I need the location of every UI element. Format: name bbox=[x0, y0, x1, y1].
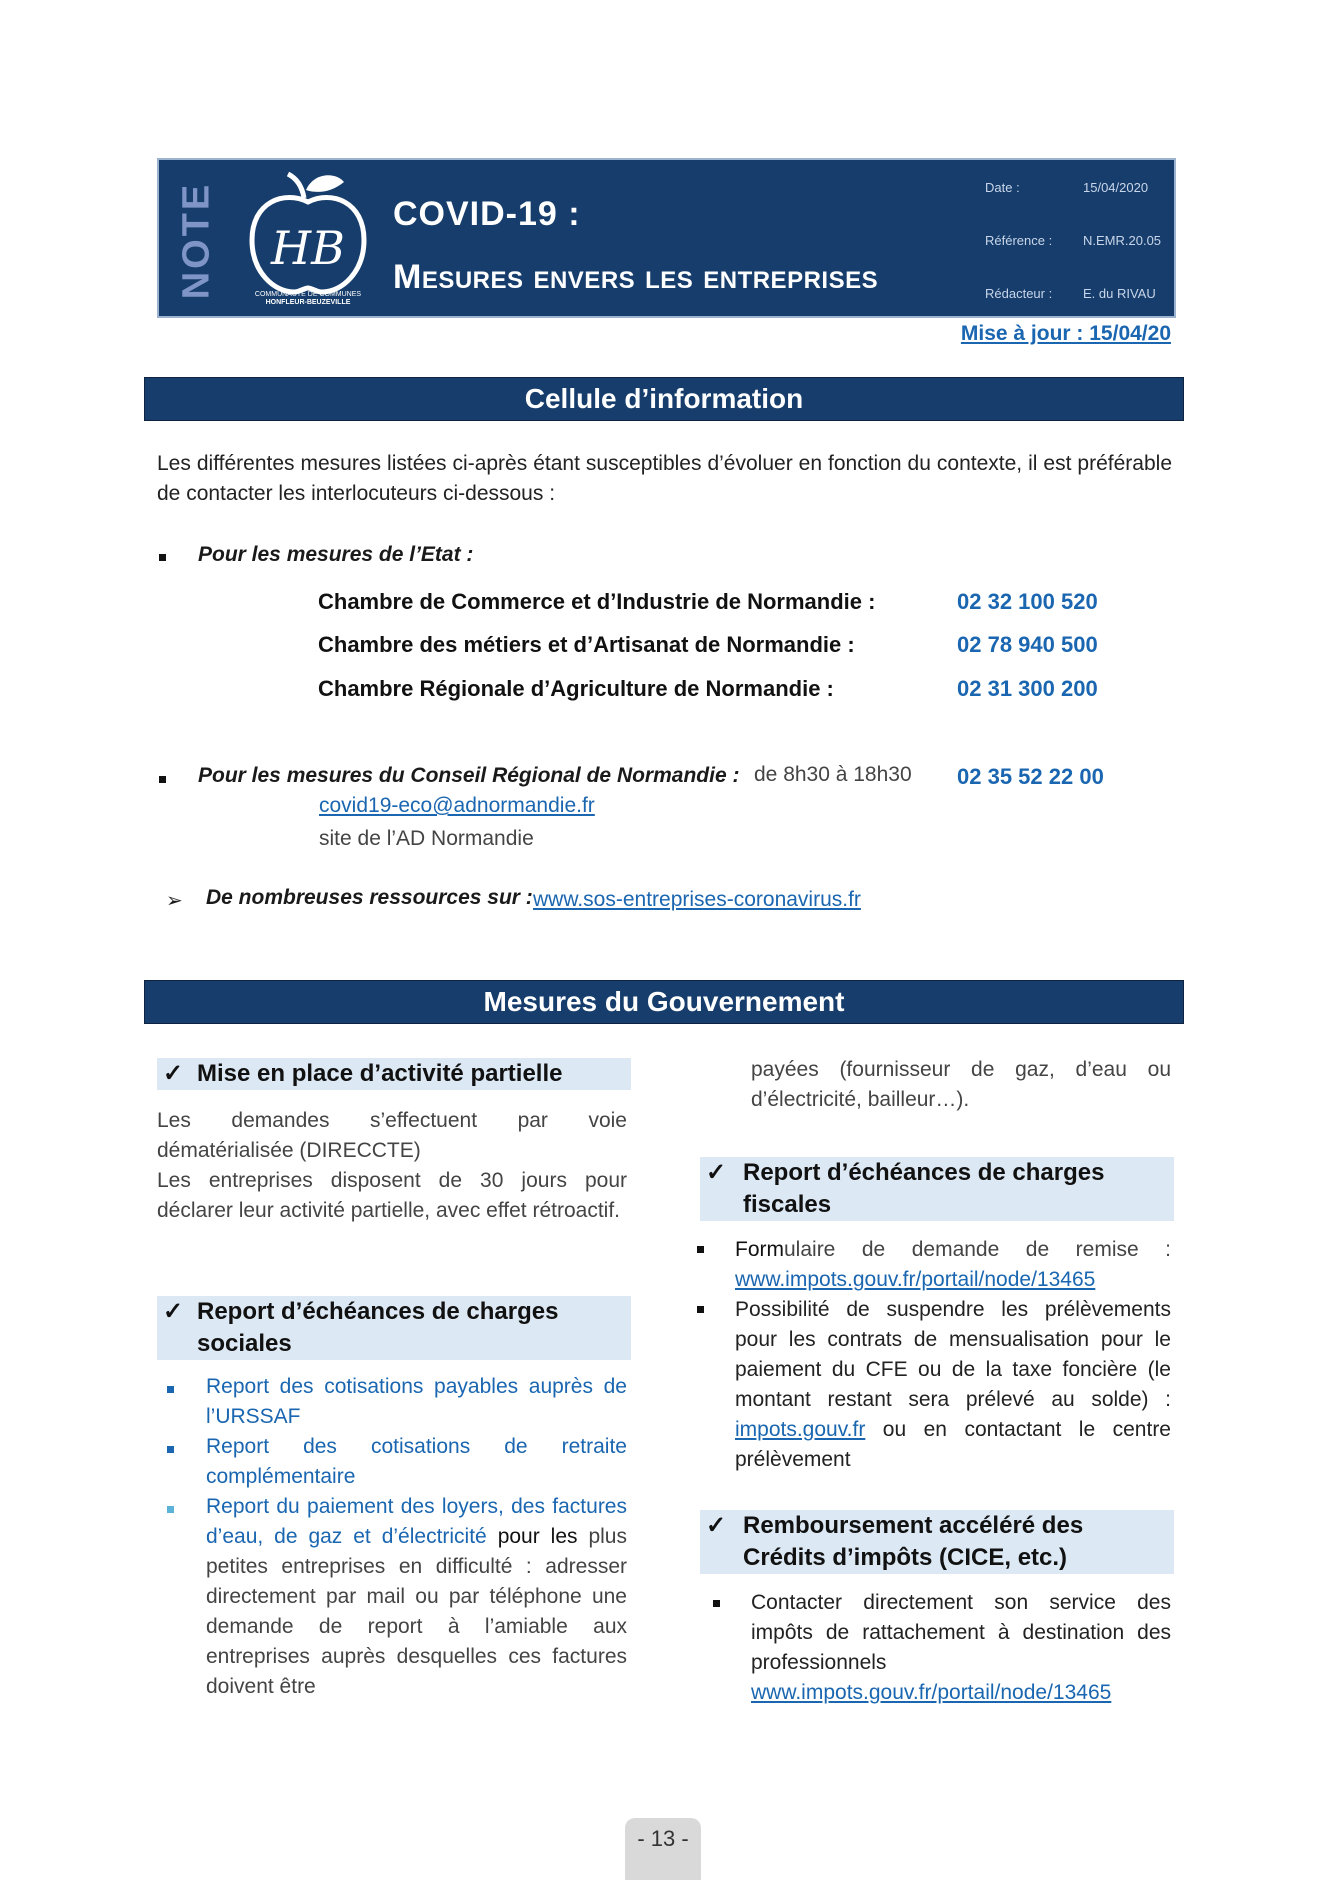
meta-author-label: Rédacteur : bbox=[985, 286, 1053, 301]
resources-label: De nombreuses ressources sur : bbox=[206, 886, 533, 909]
subhead-fiscales: ✓ Report d’échéances de charges fiscales bbox=[700, 1157, 1174, 1221]
impots-link[interactable]: impots.gouv.fr bbox=[735, 1418, 866, 1441]
section-header-cellule: Cellule d’information bbox=[144, 377, 1184, 421]
fiscales-item: Formulaire de demande de remise : www.impots.gouv.fr/portail/node/13465 bbox=[735, 1238, 1171, 1291]
meta-date-value: 15/04/2020 bbox=[1083, 180, 1149, 195]
meta-author-value: E. du RIVAU bbox=[1083, 286, 1156, 301]
loyers-continued: payées (fournisseur de gaz, d’eau ou d’électricité, bailleur…). bbox=[751, 1058, 1171, 1111]
region-heading: Pour les mesures du Conseil Régional de Normandie : bbox=[198, 764, 740, 787]
apple-logo-icon bbox=[244, 168, 372, 310]
svg-text:HB: HB bbox=[271, 221, 345, 275]
update-date-link[interactable]: Mise à jour : 15/04/20 bbox=[960, 322, 1171, 345]
bullet-icon bbox=[159, 554, 166, 561]
arrow-bullet-icon: ➢ bbox=[166, 890, 183, 912]
subhead-sociales: ✓ Report d’échéances de charges sociales bbox=[157, 1296, 631, 1360]
fiscales-item: Possibilité de suspendre les prélèvements pour les contrats de mensualisation pour le paiement du CFE ou de la taxe foncière (le montant restant sera prélevé au solde) : impots.gouv.fr ou en contactant le centre prélèvement bbox=[735, 1298, 1171, 1471]
page-title: COVID-19 : bbox=[393, 195, 581, 233]
page-number: - 13 - bbox=[625, 1818, 701, 1880]
contact-name: Chambre Régionale d’Agriculture de Normandie : bbox=[318, 676, 834, 701]
region-hours: de 8h30 à 18h30 bbox=[754, 763, 912, 786]
bullet-icon bbox=[713, 1600, 720, 1607]
page-subtitle: Mesures envers les entreprises bbox=[393, 258, 879, 296]
check-icon: ✓ bbox=[706, 1159, 727, 1186]
bullet-icon bbox=[167, 1386, 174, 1393]
section-header-gouvernement: Mesures du Gouvernement bbox=[144, 980, 1184, 1024]
meta-date-label: Date : bbox=[985, 180, 1020, 195]
bullet-icon bbox=[697, 1246, 704, 1253]
contact-phone[interactable]: 02 32 100 520 bbox=[957, 589, 1098, 614]
check-icon: ✓ bbox=[163, 1060, 184, 1087]
etat-heading: Pour les mesures de l’Etat : bbox=[198, 543, 474, 566]
region-site: site de l’AD Normandie bbox=[319, 827, 534, 850]
sociales-item: Report des cotisations payables auprès de l’URSSAF bbox=[206, 1375, 627, 1428]
subhead-cice: ✓ Remboursement accéléré des Crédits d’impôts (CICE, etc.) bbox=[700, 1510, 1174, 1574]
contact-name: Chambre de Commerce et d’Industrie de Normandie : bbox=[318, 589, 876, 614]
loyers-item: Report du paiement des loyers, des factures d’eau, de gaz et d’électricité pour les plus petites entreprises en difficulté : adresser directement par mail ou par téléphone une demande de report à l’amiable aux entreprises auprès desquelles ces factures doivent être bbox=[206, 1495, 627, 1698]
bullet-icon bbox=[167, 1506, 174, 1513]
check-icon: ✓ bbox=[706, 1512, 727, 1539]
resources-link[interactable]: www.sos-entreprises-coronavirus.fr bbox=[533, 888, 861, 911]
logo-caption: COMMUNAUTÉ DE COMMUNES HONFLEUR-BEUZEVILLE bbox=[254, 291, 362, 306]
contact-phone[interactable]: 02 78 940 500 bbox=[957, 632, 1098, 657]
bullet-icon bbox=[159, 776, 166, 783]
impots-node-link[interactable]: www.impots.gouv.fr/portail/node/13465 bbox=[735, 1268, 1096, 1291]
contact-phone[interactable]: 02 31 300 200 bbox=[957, 676, 1098, 701]
logo bbox=[244, 168, 372, 310]
region-email-link[interactable]: covid19-eco@adnormandie.fr bbox=[319, 794, 595, 817]
activite-text-2: Les entreprises disposent de 30 jours pour déclarer leur activité partielle, avec effet rétroactif. bbox=[157, 1169, 627, 1222]
check-icon: ✓ bbox=[163, 1298, 184, 1325]
subhead-activite: ✓ Mise en place d’activité partielle bbox=[157, 1058, 631, 1090]
cice-text: Contacter directement son service des impôts de rattachement à destination des professionnels www.impots.gouv.fr/portail/node/13465 bbox=[751, 1591, 1171, 1704]
meta-reference-value: N.EMR.20.05 bbox=[1083, 233, 1162, 248]
cellule-intro: Les différentes mesures listées ci-après étant susceptibles d’évoluer en fonction du contexte, il est préférable de contacter les interlocuteurs ci-dessous : bbox=[157, 452, 1172, 505]
activite-text-1: Les demandes s’effectuent par voie dématérialisée (DIRECCTE) bbox=[157, 1109, 627, 1162]
contact-name: Chambre des métiers et d’Artisanat de Normandie : bbox=[318, 632, 855, 657]
sociales-item: Report des cotisations de retraite complémentaire bbox=[206, 1435, 627, 1488]
bullet-icon bbox=[697, 1306, 704, 1313]
impots-node-link[interactable]: www.impots.gouv.fr/portail/node/13465 bbox=[751, 1681, 1112, 1704]
meta-reference-label: Référence : bbox=[985, 233, 1053, 248]
note-label: NOTE bbox=[175, 181, 218, 299]
region-phone[interactable]: 02 35 52 22 00 bbox=[957, 764, 1104, 789]
bullet-icon bbox=[167, 1446, 174, 1453]
